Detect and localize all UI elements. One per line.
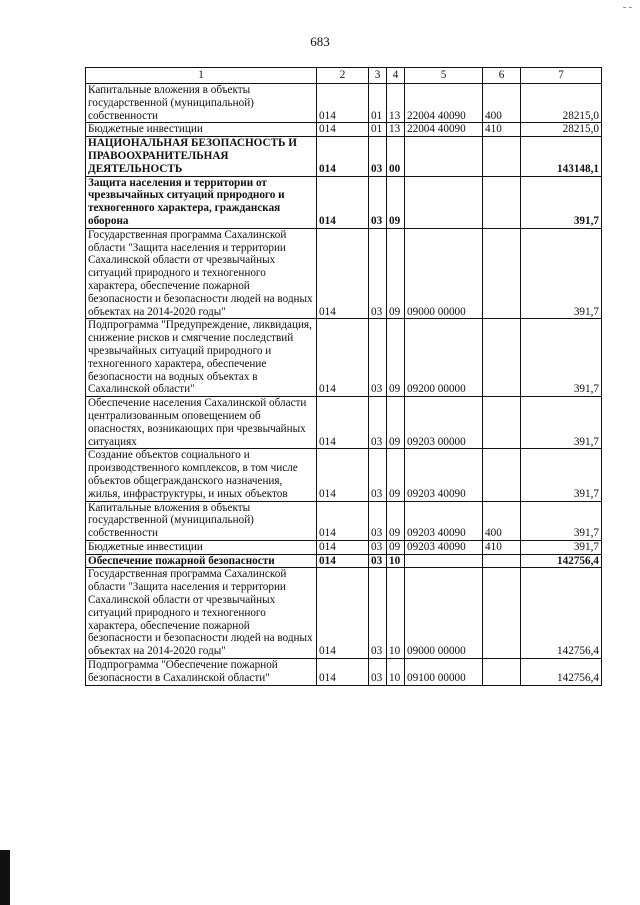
row-code-ministry: 014 (317, 540, 369, 554)
row-code-ministry: 014 (317, 84, 369, 123)
row-code-subsection: 09 (387, 176, 405, 228)
column-header: 1 (86, 68, 317, 84)
row-code-expense-type (483, 176, 521, 228)
column-header: 3 (369, 68, 387, 84)
row-name: Создание объектов социального и производственного комплексов, в том числе объектов общегражданского назначения, жилья, инфраструктуры, и иных объектов (86, 449, 317, 501)
row-name: Капитальные вложения в объекты государственной (муниципальной) собственности (86, 501, 317, 540)
table-row (86, 397, 602, 449)
row-amount: 28215,0 (521, 84, 602, 123)
row-code-section: 03 (369, 568, 387, 659)
row-amount: 391,7 (521, 319, 602, 397)
row-code-expense-type: 410 (483, 123, 521, 137)
row-amount: 143148,1 (521, 137, 602, 176)
row-name: Защита населения и территории от чрезвычайных ситуаций природного и техногенного характера, гражданская оборона (86, 176, 317, 228)
row-code-section: 03 (369, 397, 387, 449)
row-code-section: 03 (369, 176, 387, 228)
row-code-ministry: 014 (317, 449, 369, 501)
row-code-ministry: 014 (317, 659, 369, 686)
row-name: Бюджетные инвестиции (86, 540, 317, 554)
corner-mark: - - (622, 2, 632, 13)
row-name: Бюджетные инвестиции (86, 123, 317, 137)
row-code-section: 03 (369, 659, 387, 686)
row-code-target: 09203 40090 (405, 540, 483, 554)
row-code-expense-type (483, 137, 521, 176)
row-amount: 391,7 (521, 501, 602, 540)
row-code-target: 09203 40090 (405, 449, 483, 501)
table-row (86, 554, 602, 568)
table-row (86, 659, 602, 686)
row-code-subsection: 10 (387, 554, 405, 568)
row-code-ministry: 014 (317, 397, 369, 449)
row-code-expense-type (483, 554, 521, 568)
column-header: 5 (405, 68, 483, 84)
row-code-section: 01 (369, 84, 387, 123)
row-code-section: 03 (369, 319, 387, 397)
table-row (86, 568, 602, 659)
row-amount: 142756,4 (521, 568, 602, 659)
row-amount: 391,7 (521, 397, 602, 449)
row-amount: 391,7 (521, 228, 602, 319)
row-code-expense-type: 400 (483, 501, 521, 540)
row-name: Подпрограмма "Обеспечение пожарной безопасности в Сахалинской области" (86, 659, 317, 686)
row-code-subsection: 10 (387, 659, 405, 686)
row-code-expense-type (483, 659, 521, 686)
row-code-ministry: 014 (317, 501, 369, 540)
row-code-section: 03 (369, 501, 387, 540)
row-code-subsection: 00 (387, 137, 405, 176)
column-header: 6 (483, 68, 521, 84)
row-code-subsection: 13 (387, 84, 405, 123)
row-code-target: 09000 00000 (405, 228, 483, 319)
row-code-ministry: 014 (317, 319, 369, 397)
row-amount: 142756,4 (521, 554, 602, 568)
column-header: 4 (387, 68, 405, 84)
row-code-target: 09203 40090 (405, 501, 483, 540)
row-amount: 391,7 (521, 176, 602, 228)
row-name: Обеспечение населения Сахалинской области централизованным оповещением об опасностях, возникающих при чрезвычайных ситуациях (86, 397, 317, 449)
table-row (86, 501, 602, 540)
row-code-target: 22004 40090 (405, 123, 483, 137)
table-row (86, 540, 602, 554)
row-name: Подпрограмма "Предупреждение, ликвидация, снижение рисков и смягчение последствий чрезвычайных ситуаций природного и техногенного характера, обеспечение безопасности на водных объектах в Сахалинской области" (86, 319, 317, 397)
row-code-section: 03 (369, 540, 387, 554)
row-code-ministry: 014 (317, 176, 369, 228)
row-code-target: 09000 00000 (405, 568, 483, 659)
row-code-section: 01 (369, 123, 387, 137)
table-row (86, 176, 602, 228)
table-row (86, 137, 602, 176)
row-code-ministry: 014 (317, 554, 369, 568)
row-code-section: 03 (369, 137, 387, 176)
table-row (86, 319, 602, 397)
row-code-target: 09200 00000 (405, 319, 483, 397)
row-amount: 28215,0 (521, 123, 602, 137)
row-code-subsection: 09 (387, 319, 405, 397)
row-code-expense-type (483, 449, 521, 501)
row-code-target (405, 176, 483, 228)
table-header-row (86, 68, 602, 84)
budget-table (85, 67, 602, 686)
row-code-expense-type (483, 397, 521, 449)
row-name: Государственная программа Сахалинской области "Защита населения и территории Сахалинской области от чрезвычайных ситуаций природного и техногенного характера, обеспечение пожарной безопасности и безопасности людей на водных объектах на 2014-2020 годы" (86, 228, 317, 319)
table-row (86, 123, 602, 137)
row-code-section: 03 (369, 228, 387, 319)
row-code-subsection: 09 (387, 501, 405, 540)
table-body (86, 84, 602, 686)
row-code-subsection: 13 (387, 123, 405, 137)
row-code-target: 22004 40090 (405, 84, 483, 123)
row-code-expense-type (483, 319, 521, 397)
table-row (86, 449, 602, 501)
row-name: Капитальные вложения в объекты государственной (муниципальной) собственности (86, 84, 317, 123)
row-code-section: 03 (369, 554, 387, 568)
row-code-subsection: 10 (387, 568, 405, 659)
row-code-ministry: 014 (317, 568, 369, 659)
row-code-expense-type: 400 (483, 84, 521, 123)
row-code-target (405, 137, 483, 176)
row-name: Государственная программа Сахалинской области "Защита населения и территории Сахалинской области от чрезвычайных ситуаций природного и техногенного характера, обеспечение пожарной безопасности и безопасности людей на водных объектах на 2014-2020 годы" (86, 568, 317, 659)
column-header: 7 (521, 68, 602, 84)
row-code-ministry: 014 (317, 123, 369, 137)
row-code-expense-type (483, 228, 521, 319)
row-code-subsection: 09 (387, 397, 405, 449)
row-code-subsection: 09 (387, 228, 405, 319)
page-number: 683 (310, 34, 330, 49)
row-amount: 391,7 (521, 449, 602, 501)
row-code-ministry: 014 (317, 137, 369, 176)
row-name: Обеспечение пожарной безопасности (86, 554, 317, 568)
row-code-expense-type: 410 (483, 540, 521, 554)
row-amount: 142756,4 (521, 659, 602, 686)
row-code-target (405, 554, 483, 568)
row-amount: 391,7 (521, 540, 602, 554)
row-name: НАЦИОНАЛЬНАЯ БЕЗОПАСНОСТЬ И ПРАВООХРАНИТЕЛЬНАЯ ДЕЯТЕЛЬНОСТЬ (86, 137, 317, 176)
row-code-subsection: 09 (387, 449, 405, 501)
row-code-target: 09100 00000 (405, 659, 483, 686)
column-header: 2 (317, 68, 369, 84)
row-code-expense-type (483, 568, 521, 659)
row-code-section: 03 (369, 449, 387, 501)
table-row (86, 84, 602, 123)
scan-edge-mark (0, 850, 10, 905)
row-code-ministry: 014 (317, 228, 369, 319)
row-code-target: 09203 00000 (405, 397, 483, 449)
row-code-subsection: 09 (387, 540, 405, 554)
table-row (86, 228, 602, 319)
